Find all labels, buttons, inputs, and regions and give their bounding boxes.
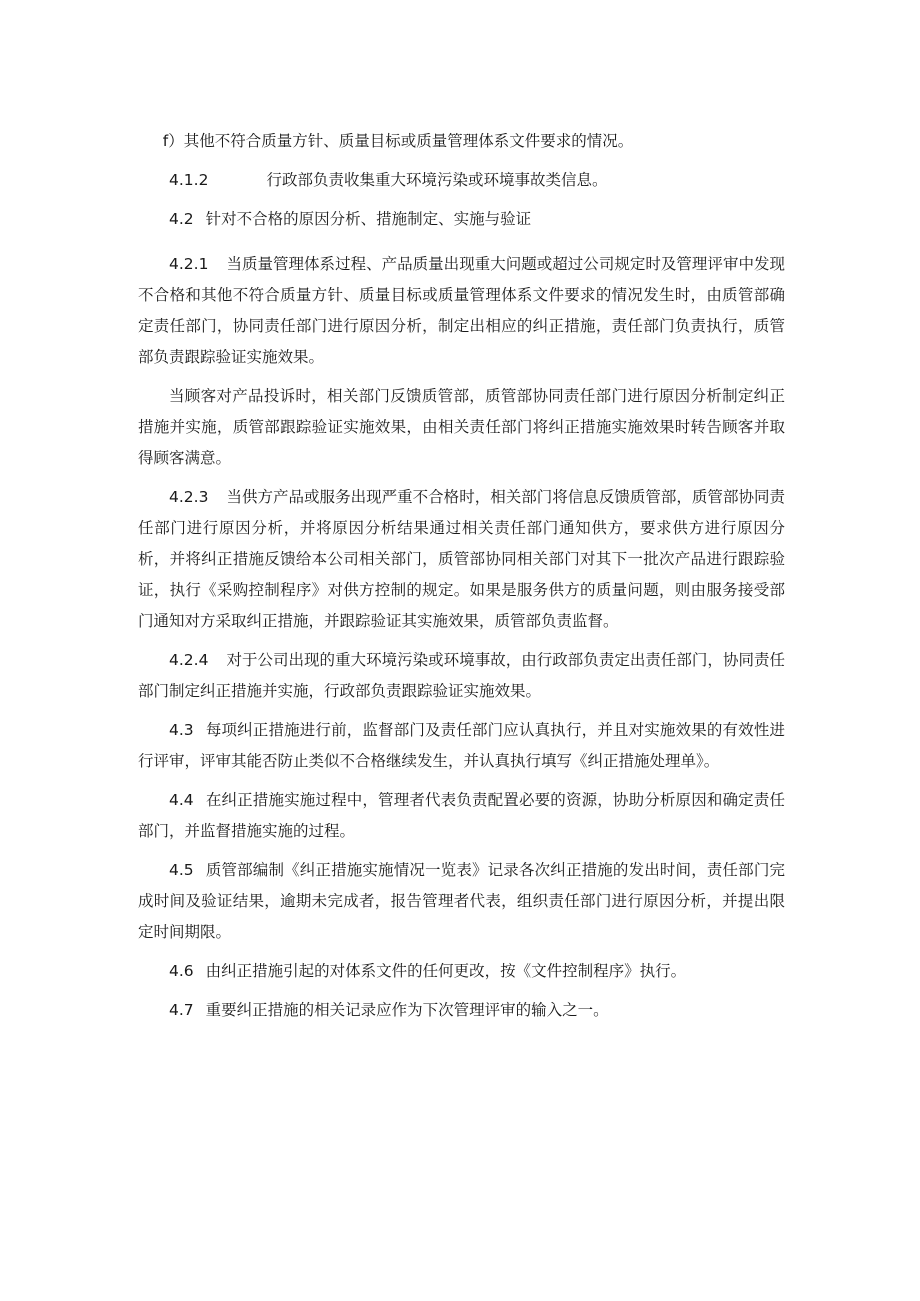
paragraph-4-2-3 (138, 482, 785, 637)
section-number: 4.2.1 (169, 255, 209, 273)
paragraph-text: 对于公司出现的重大环境污染或环境事故，由行政部负责定出责任部门，协同责任部门制定纠正措施并实施，行政部负责跟踪验证实施效果。 (138, 651, 785, 700)
paragraph-text: 每项纠正措施进行前，监督部门及责任部门应认真执行，并且对实施效果的有效性进行评审，评审其能否防止类似不合格继续发生，并认真执行填写《纠正措施处理单》。 (138, 721, 785, 770)
paragraph-4-5 (138, 855, 785, 948)
paragraph-f (138, 126, 785, 157)
paragraph-4-2-4 (138, 645, 785, 707)
paragraph-4-3 (138, 715, 785, 777)
section-heading-4-2 (138, 204, 785, 235)
heading-text: 针对不合格的原因分析、措施制定、实施与验证 (205, 210, 532, 228)
paragraph-text: 质管部编制《纠正措施实施情况一览表》记录各次纠正措施的发出时间，责任部门完成时间及验证结果，逾期未完成者，报告管理者代表，组织责任部门进行原因分析，并提出限定时间期限。 (138, 861, 785, 941)
section-number: 4.3 (169, 721, 194, 739)
paragraph-4-2-1 (138, 249, 785, 373)
paragraph-text: 当质量管理体系过程、产品质量出现重大问题或超过公司规定时及管理评审中发现不合格和其他不符合质量方针、质量目标或质量管理体系文件要求的情况发生时，由质管部确定责任部门，协同责任部门进行原因分析，制定出相应的纠正措施，责任部门负责执行，质管部负责跟踪验证实施效果。 (138, 255, 785, 366)
section-number: 4.5 (169, 861, 194, 879)
paragraph-customer-complaint (138, 381, 785, 474)
document-body (138, 126, 785, 1034)
section-number: 4.6 (169, 962, 194, 980)
paragraph-text: 当供方产品或服务出现严重不合格时，相关部门将信息反馈质管部，质管部协同责任部门进行原因分析，并将原因分析结果通过相关责任部门通知供方，要求供方进行原因分析，并将纠正措施反馈给本公司相关部门，质管部协同相关部门对其下一批次产品进行跟踪验证，执行《采购控制程序》对供方控制的规定。如果是服务供方的质量问题，则由服务接受部门通知对方采取纠正措施，并跟踪验证其实施效果，质管部负责监督。 (138, 488, 785, 630)
paragraph-text: 重要纠正措施的相关记录应作为下次管理评审的输入之一。 (205, 1001, 609, 1019)
paragraph-text: 由纠正措施引起的对体系文件的任何更改，按《文件控制程序》执行。 (205, 962, 687, 980)
paragraph-4-6 (138, 956, 785, 987)
section-number: 4.7 (169, 1001, 194, 1019)
paragraph-4-7 (138, 995, 785, 1026)
paragraph-text: 行政部负责收集重大环境污染或环境事故类信息。 (266, 171, 608, 189)
section-number: 4.4 (169, 791, 194, 809)
section-number: 4.2.4 (169, 651, 209, 669)
item-number: f） (162, 132, 184, 150)
section-number: 4.2.3 (169, 488, 209, 506)
paragraph-text: 当顾客对产品投诉时，相关部门反馈质管部，质管部协同责任部门进行原因分析制定纠正措施并实施，质管部跟踪验证实施效果，由相关责任部门将纠正措施实施效果时转告顾客并取得顾客满意。 (138, 387, 785, 467)
section-number: 4.2 (169, 210, 194, 228)
paragraph-4-4 (138, 785, 785, 847)
paragraph-text: 在纠正措施实施过程中，管理者代表负责配置必要的资源，协助分析原因和确定责任部门，并监督措施实施的过程。 (138, 791, 785, 840)
paragraph-text: 其他不符合质量方针、质量目标或质量管理体系文件要求的情况。 (183, 132, 634, 150)
section-number: 4.1.2 (169, 171, 209, 189)
paragraph-4-1-2 (138, 165, 785, 196)
